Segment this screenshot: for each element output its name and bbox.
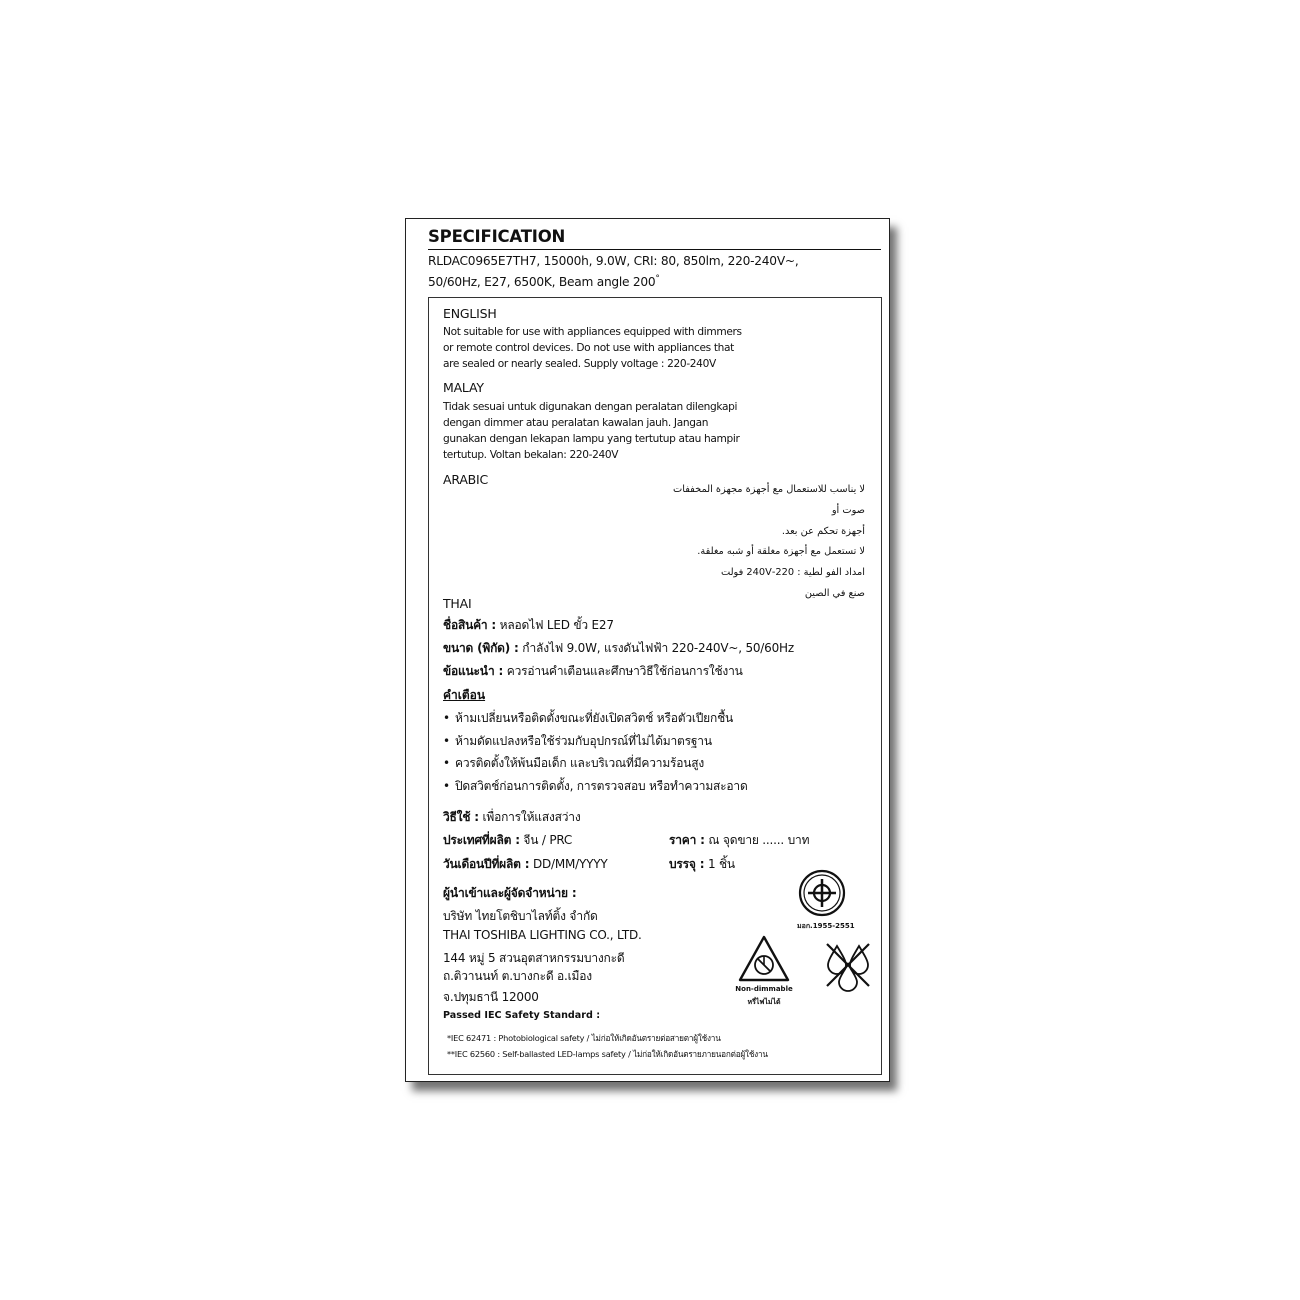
package-row bbox=[669, 855, 735, 874]
malay-line: dengan dimmer atau peralatan kawalan jauh. Jangan bbox=[443, 417, 709, 429]
iec-62560-line: **IEC 62560 : Self-ballasted LED-lamps safety / ไม่ก่อให้เกิดอันตรายภายนอกต่อผู้ใช้งาน bbox=[447, 1049, 768, 1059]
importer-heading-row bbox=[443, 884, 576, 903]
arabic-line: امداد الفو لطية : 220-240V فولت bbox=[720, 567, 865, 579]
warning-item bbox=[443, 709, 733, 728]
malay-line: gunakan dengan lekapan lampu yang tertutup atau hampir bbox=[443, 433, 740, 445]
price-label: ราคา : bbox=[669, 833, 705, 847]
address-line: 144 หมู่ 5 สวนอุตสาหกรรมบางกะดี bbox=[443, 951, 625, 965]
bullet-icon: • bbox=[443, 711, 450, 725]
manufacture-date-row bbox=[443, 855, 608, 874]
no-water-icon bbox=[821, 938, 875, 992]
tis-certification-icon bbox=[797, 868, 847, 918]
warning-item bbox=[443, 732, 712, 751]
non-dimmable-icon bbox=[737, 934, 791, 984]
degree-symbol: ° bbox=[655, 274, 660, 284]
product-name-row bbox=[443, 616, 614, 635]
english-line: or remote control devices. Do not use with appliances that bbox=[443, 342, 734, 354]
warning-text: ควรติดตั้งให้พ้นมือเด็ก และบริเวณที่มีความร้อนสูง bbox=[455, 756, 705, 770]
iec-62471-line: *IEC 62471 : Photobiological safety / ไม่ก่อให้เกิดอันตรายต่อสายตาผู้ใช้งาน bbox=[447, 1033, 721, 1043]
non-dimmable-caption-th: หรี่ไฟไม่ได้ bbox=[747, 998, 781, 1006]
bullet-icon: • bbox=[443, 734, 450, 748]
manufacture-date-label: วันเดือนปีที่ผลิต : bbox=[443, 857, 530, 871]
arabic-line: أجهزة تحكم عن بعد. bbox=[781, 525, 865, 537]
arabic-line: لا يناسب للاستعمال مع أجهزة مجهزة المخففات bbox=[673, 484, 865, 495]
origin-row bbox=[443, 831, 572, 850]
warning-heading: คำเตือน bbox=[443, 688, 486, 702]
warning-text: ปิดสวิตช์ก่อนการติดตั้ง, การตรวจสอบ หรือทำความสะอาด bbox=[455, 779, 748, 793]
warning-item bbox=[443, 777, 748, 796]
address-line: THAI TOSHIBA LIGHTING CO., LTD. bbox=[443, 928, 642, 942]
origin-value: จีน / PRC bbox=[519, 833, 573, 847]
usage-row bbox=[443, 808, 580, 827]
importer-label: ผู้นำเข้าและผู้จัดจำหน่าย : bbox=[443, 886, 577, 900]
english-heading: ENGLISH bbox=[443, 306, 497, 321]
address-line: จ.ปทุมธานี 12000 bbox=[443, 990, 539, 1004]
rating-label: ขนาด (พิกัด) : bbox=[443, 641, 519, 655]
product-name-label: ชื่อสินค้า : bbox=[443, 618, 497, 632]
advice-label: ข้อแนะนำ : bbox=[443, 664, 504, 678]
english-text bbox=[443, 324, 742, 372]
price-value: ณ จุดขาย ...... บาท bbox=[704, 833, 810, 847]
product-name-value: หลอดไฟ LED ขั้ว E27 bbox=[496, 618, 614, 632]
usage-value: เพื่อการให้แสงสว่าง bbox=[478, 810, 581, 824]
advice-value: ควรอ่านคำเตือนและศึกษาวิธีใช้ก่อนการใช้งาน bbox=[503, 664, 743, 678]
non-dimmable-caption-en: Non-dimmable bbox=[735, 985, 793, 993]
thai-heading: THAI bbox=[443, 596, 472, 611]
malay-heading: MALAY bbox=[443, 380, 484, 395]
rating-value: กำลังไฟ 9.0W, แรงดันไฟฟ้า 220-240V~, 50/60Hz bbox=[518, 641, 794, 655]
multilingual-notice-box bbox=[428, 297, 882, 1075]
malay-line: tertutup. Voltan bekalan: 220-240V bbox=[443, 449, 619, 461]
bullet-icon: • bbox=[443, 779, 450, 793]
arabic-text bbox=[605, 480, 865, 605]
address-line: ถ.ติวานนท์ ต.บางกะดี อ.เมือง bbox=[443, 969, 592, 983]
english-line: Not suitable for use with appliances equipped with dimmers bbox=[443, 326, 742, 338]
english-line: are sealed or nearly sealed. Supply voltage : 220-240V bbox=[443, 358, 716, 370]
specification-label-card bbox=[405, 218, 890, 1082]
bullet-icon: • bbox=[443, 756, 450, 770]
rating-row bbox=[443, 639, 794, 658]
spec-line-2 bbox=[428, 274, 660, 289]
package-label: บรรจุ : bbox=[669, 857, 705, 871]
malay-line: Tidak sesuai untuk digunakan dengan peralatan dilengkapi bbox=[443, 401, 738, 413]
arabic-line: لا تستعمل مع أجهزة مغلقة أو شبه مغلقة. bbox=[697, 546, 865, 558]
arabic-heading: ARABIC bbox=[443, 472, 489, 487]
usage-label: วิธีใช้ : bbox=[443, 810, 479, 824]
price-row bbox=[669, 831, 809, 850]
spec-title: SPECIFICATION bbox=[428, 227, 566, 246]
warning-text: ห้ามดัดแปลงหรือใช้ร่วมกับอุปกรณ์ที่ไม่ได้มาตรฐาน bbox=[455, 734, 712, 748]
arabic-line: صنع في الصين bbox=[804, 587, 865, 599]
tis-caption: มอก.1955-2551 bbox=[797, 922, 855, 930]
warning-text: ห้ามเปลี่ยนหรือติดตั้งขณะที่ยังเปิดสวิตช์ หรือตัวเปียกชื้น bbox=[455, 711, 734, 725]
malay-text bbox=[443, 399, 739, 463]
spec-line-2-text: 50/60Hz, E27, 6500K, Beam angle 200 bbox=[428, 275, 656, 290]
origin-label: ประเทศที่ผลิต : bbox=[443, 833, 520, 847]
advice-row bbox=[443, 662, 743, 681]
arabic-line: صوت أو bbox=[831, 504, 865, 516]
warning-item bbox=[443, 754, 704, 773]
spec-line-1: RLDAC0965E7TH7, 15000h, 9.0W, CRI: 80, 850lm, 220-240V~, bbox=[428, 254, 799, 268]
package-value: 1 ชิ้น bbox=[704, 857, 735, 871]
address-line: บริษัท ไทยโตชิบาไลท์ติ้ง จำกัด bbox=[443, 909, 598, 923]
iec-heading: Passed IEC Safety Standard : bbox=[443, 1010, 601, 1021]
title-divider bbox=[428, 249, 881, 250]
manufacture-date-value: DD/MM/YYYY bbox=[529, 857, 608, 871]
